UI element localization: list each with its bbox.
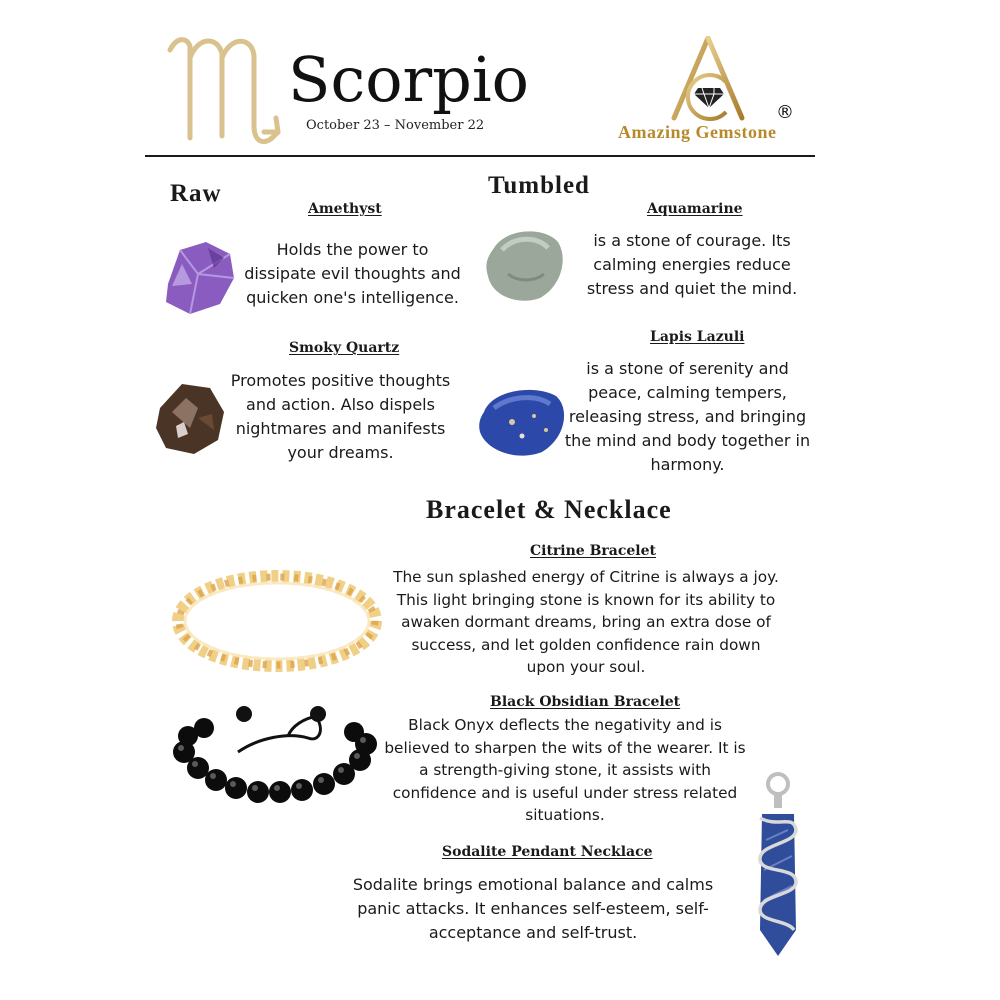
brand-logo-icon	[668, 36, 748, 122]
stone-desc-smoky-quartz: Promotes positive thoughts and action. Also dispels nightmares and manifests your dreams.	[230, 371, 451, 462]
aquamarine-image	[482, 224, 568, 304]
header-divider	[145, 155, 815, 157]
stone-title-black-obsidian: Black Obsidian Bracelet	[490, 694, 681, 710]
stone-title-lapis-lazuli: Lapis Lazuli	[650, 329, 745, 345]
stone-desc-amethyst: Holds the power to dissipate evil thoughts and quicken one's intelligence.	[244, 240, 461, 307]
section-heading-jewelry: Bracelet & Necklace	[426, 495, 672, 524]
stone-desc-aquamarine: is a stone of courage. Its calming energies reduce stress and quiet the mind.	[586, 231, 798, 298]
stone-title-citrine-bracelet: Citrine Bracelet	[530, 543, 656, 559]
page-title: Scorpio	[288, 43, 530, 116]
stone-title-sodalite-pendant: Sodalite Pendant Necklace	[442, 844, 653, 860]
scorpio-glyph-icon	[160, 28, 285, 156]
jewelry-desc-sodalite: Sodalite brings emotional balance and calms panic attacks. It enhances self-esteem, self-acceptance and self-trust.	[352, 875, 714, 942]
lapis-lazuli-image	[476, 382, 570, 460]
smoky-quartz-image	[152, 378, 228, 458]
stone-title-aquamarine: Aquamarine	[647, 201, 743, 217]
stone-desc-lapis-lazuli: is a stone of serenity and peace, calming tempers, releasing stress, and bringing the mind and body together in harmony.	[564, 359, 811, 474]
section-heading-tumbled: Tumbled	[488, 172, 590, 199]
stone-title-smoky-quartz: Smoky Quartz	[289, 340, 400, 356]
brand-name: Amazing Gemstone	[618, 122, 777, 142]
stone-title-amethyst: Amethyst	[308, 201, 382, 217]
registered-mark: ®	[776, 102, 794, 123]
black-obsidian-bracelet-image	[168, 702, 380, 806]
date-range: October 23 – November 22	[306, 118, 485, 133]
sodalite-pendant-image	[748, 770, 808, 962]
amethyst-image	[158, 234, 238, 318]
citrine-bracelet-image	[170, 565, 385, 677]
jewelry-desc-black-obsidian: Black Onyx deflects the negativity and is believed to sharpen the wits of the wearer. It is a strength-giving stone, it assists with confidence and is useful under stress related situations.	[384, 716, 746, 824]
section-heading-raw: Raw	[170, 180, 222, 207]
jewelry-desc-citrine: The sun splashed energy of Citrine is always a joy. This light bringing stone is known for its ability to awaken dormant dreams, bring an extra dose of success, and let golden confidence rain down upon your soul.	[393, 568, 779, 676]
